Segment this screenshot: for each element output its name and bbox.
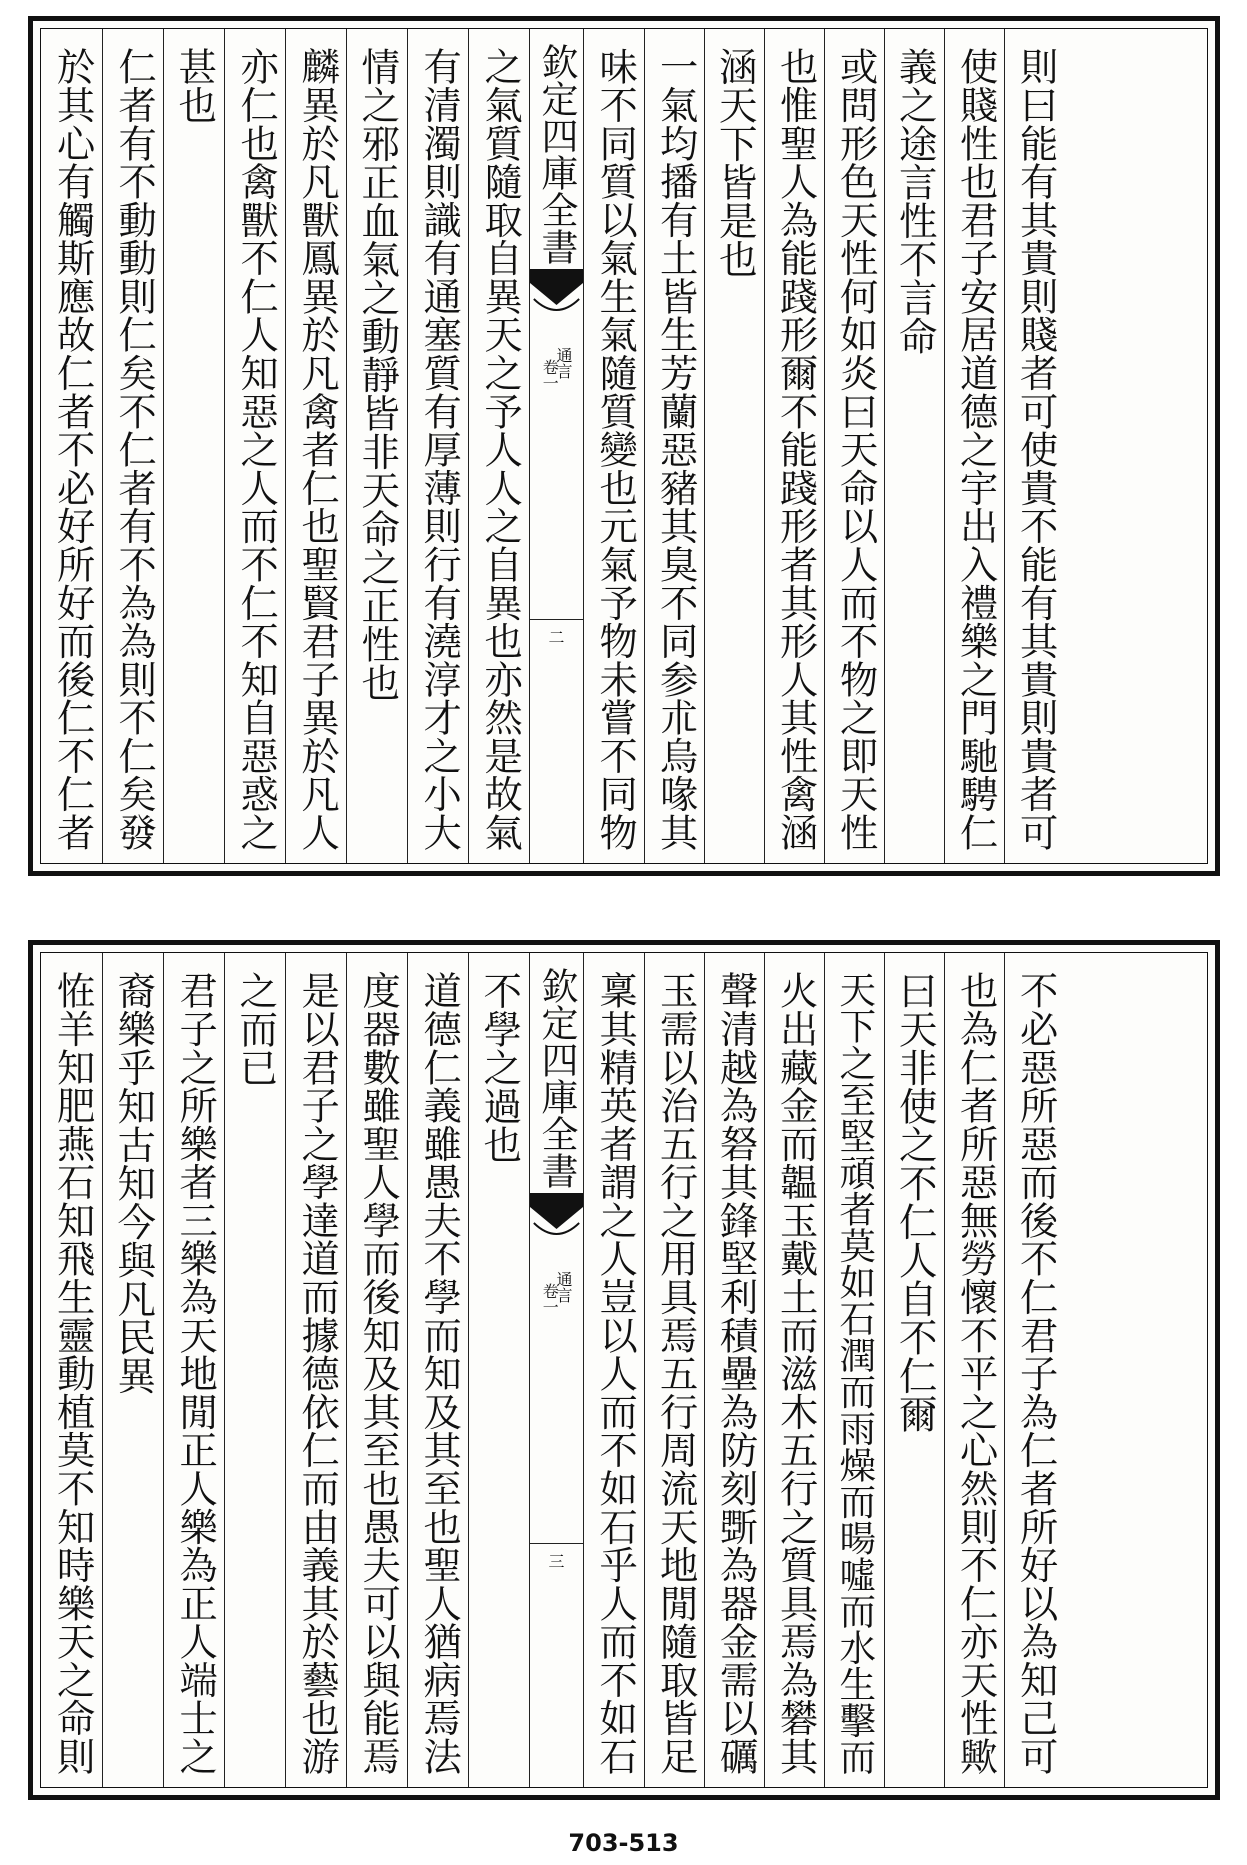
bottom-left-column-7	[102, 953, 163, 1787]
top-left-column-2	[407, 29, 468, 863]
bottom-right-column-2	[944, 953, 1004, 1787]
bottom-left-column-1	[468, 953, 529, 1787]
bottom-right-column-1	[1004, 953, 1064, 1787]
top-banner	[529, 29, 584, 863]
banner-book: 通言	[554, 1271, 574, 1303]
text-column: 亦仁也禽獸不仁人知惡之人而不仁不知自惡惑之	[233, 47, 279, 852]
bottom-right-column-5	[764, 953, 824, 1787]
text-column: 涵天下皆是也	[712, 47, 758, 278]
text-column: 不必惡所惡而後不仁君子為仁者所好以為知己可	[1012, 971, 1058, 1776]
text-column: 度器數雖聖人學而後知及其至也愚夫可以與能焉	[355, 971, 401, 1776]
text-column: 之而已	[233, 971, 279, 1087]
text-column: 天下之至堅頑者莫如石潤而雨燥而暘噓而水生擊而	[833, 971, 877, 1776]
text-column: 有清濁則識有通塞質有厚薄則行有澆淳才之小大	[416, 47, 462, 852]
fish-tail-ornament-icon	[530, 269, 583, 331]
banner-title: 欽定四庫全書	[535, 43, 578, 265]
text-column: 也惟聖人為能踐形爾不能踐形者其形人其性禽涵	[772, 47, 818, 852]
text-column: 使賤性也君子安居道德之宇出入禮樂之門馳騁仁	[952, 47, 998, 852]
bottom-right-column-6	[704, 953, 764, 1787]
text-column: 君子之所樂者三樂為天地閒正人樂為正人端士之	[172, 971, 218, 1776]
top-left-column-5	[224, 29, 285, 863]
text-column: 道德仁義雖愚夫不學而知及其至也聖人猶病焉法	[416, 971, 462, 1776]
fish-tail-ornament-icon	[530, 1193, 583, 1255]
bottom-right-column-3	[884, 953, 944, 1787]
top-left-column-4	[285, 29, 346, 863]
text-column: 則曰能有其貴則賤者可使貴不能有其貴則貴者可	[1012, 47, 1058, 852]
bottom-right-column-7	[644, 953, 704, 1787]
top-right-column-3	[884, 29, 944, 863]
top-right-column-4	[824, 29, 884, 863]
top-right-column-7	[644, 29, 704, 863]
text-column: 恠羊知肥燕石知飛生靈動植莫不知時樂天之命則	[49, 971, 95, 1776]
text-column: 也為仁者所惡無勞懷不平之心然則不仁亦天性歟	[952, 971, 998, 1776]
bottom-page	[28, 940, 1220, 1800]
text-column: 是以君子之學達道而據德依仁而由義其於藝也游	[294, 971, 340, 1776]
text-column: 曰天非使之不仁人自不仁爾	[892, 971, 938, 1433]
page-code: 703-513	[568, 1829, 679, 1857]
banner-page-number: 二	[548, 628, 565, 647]
text-column: 稟其精英者謂之人豈以人而不如石乎人而不如石	[592, 971, 638, 1776]
top-right-column-5	[764, 29, 824, 863]
bottom-left-column-3	[346, 953, 407, 1787]
bottom-right-column-4	[824, 953, 884, 1787]
text-column: 仁者有不動動則仁矣不仁者有不為為則不仁矣發	[111, 47, 157, 852]
banner-volume: 卷一	[540, 359, 560, 391]
top-left-column-7	[102, 29, 163, 863]
text-column: 情之邪正血氣之動靜皆非天命之正性也	[355, 47, 401, 702]
bottom-banner	[529, 953, 584, 1787]
bottom-right-column-8	[584, 953, 644, 1787]
top-right-column-1	[1004, 29, 1064, 863]
text-column: 之氣質隨取自異天之予人人之自異也亦然是故氣	[477, 47, 523, 852]
top-left-column-6	[163, 29, 224, 863]
top-right-column-8	[584, 29, 644, 863]
text-column: 於其心有觸斯應故仁者不必好所好而後仁不仁者	[49, 47, 95, 852]
top-right-column-2	[944, 29, 1004, 863]
text-column: 甚也	[172, 47, 218, 124]
text-column: 玉需以治五行之用具焉五行周流天地閒隨取皆足	[652, 971, 698, 1776]
text-column: 聲清越為砮其鋒堅利積壘為防刻斲為器金需以礪	[712, 971, 758, 1776]
text-column: 裔樂乎知古知今與凡民異	[111, 971, 157, 1395]
top-left-column-3	[346, 29, 407, 863]
text-column: 或問形色天性何如炎曰天命以人而不物之即天性	[832, 47, 878, 852]
banner-title: 欽定四庫全書	[535, 967, 578, 1189]
text-column: 麟異於凡獸鳳異於凡禽者仁也聖賢君子異於凡人	[294, 47, 340, 852]
banner-volume: 卷一	[540, 1283, 560, 1315]
top-page	[28, 16, 1220, 876]
bottom-left-column-4	[285, 953, 346, 1787]
top-page-frame	[40, 28, 1208, 864]
text-column: 不學之過也	[477, 971, 523, 1164]
top-left-column-1	[468, 29, 529, 863]
text-column: 味不同質以氣生氣隨質變也元氣予物未嘗不同物	[592, 47, 638, 852]
top-right-column-6	[704, 29, 764, 863]
bottom-page-frame	[40, 952, 1208, 1788]
bottom-left-column-6	[163, 953, 224, 1787]
banner-page-number: 三	[548, 1552, 565, 1571]
text-column: 一氣均播有土皆生芳蘭惡豬其臭不同参朮烏喙其	[652, 47, 698, 852]
banner-rule	[530, 619, 583, 620]
banner-rule	[530, 1543, 583, 1544]
text-column: 義之途言性不言命	[892, 47, 938, 355]
banner-book: 通言	[554, 347, 574, 379]
top-left-column-8	[41, 29, 102, 863]
bottom-left-column-2	[407, 953, 468, 1787]
bottom-left-column-8	[41, 953, 102, 1787]
text-column: 火出藏金而韞玉戴土而滋木五行之質具焉為礬其	[772, 971, 818, 1776]
bottom-left-column-5	[224, 953, 285, 1787]
